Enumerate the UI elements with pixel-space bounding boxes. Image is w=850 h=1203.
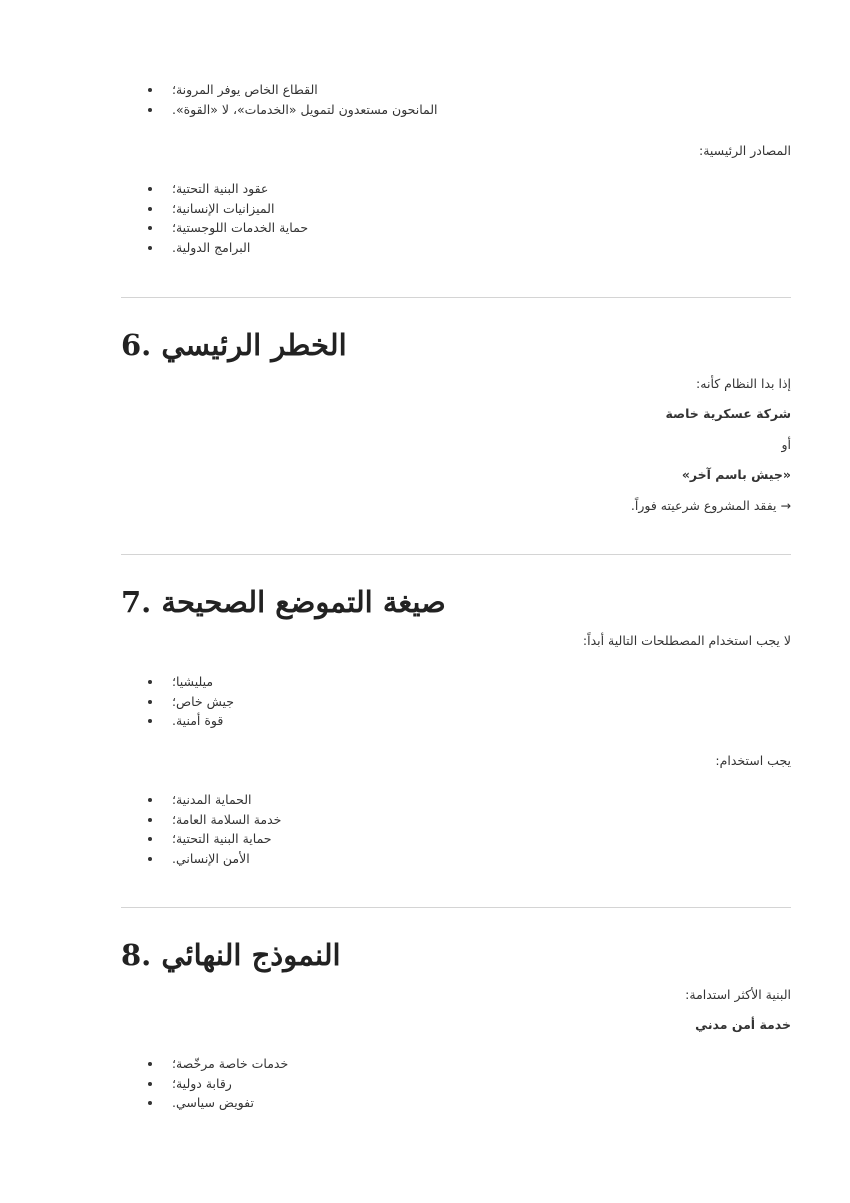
main-sources-label: المصادر الرئيسية: bbox=[699, 143, 791, 158]
list-item: ميليشيا؛ bbox=[146, 672, 646, 692]
list-item: عقود البنية التحتية؛ bbox=[146, 179, 646, 199]
section-8-model: خدمة أمن مدني bbox=[695, 1017, 791, 1032]
section-divider bbox=[121, 907, 791, 908]
list-item: خدمات خاصة مرخّصة؛ bbox=[146, 1054, 646, 1074]
section-6-result: → يفقد المشروع شرعيته فوراً. bbox=[630, 498, 791, 513]
section-divider bbox=[121, 297, 791, 298]
section-divider bbox=[121, 554, 791, 555]
section-title: الخطر الرئيسي bbox=[161, 328, 347, 362]
main-sources-list bbox=[146, 179, 646, 257]
section-number: 6. bbox=[121, 328, 152, 362]
list-item: تفويض سياسي. bbox=[146, 1093, 646, 1113]
section-6-option-2: «جيش باسم آخر» bbox=[681, 467, 791, 482]
list-item: الحماية المدنية؛ bbox=[146, 790, 646, 810]
section-title: صيغة التموضع الصحيحة bbox=[161, 585, 446, 619]
section-title: النموذج النهائي bbox=[161, 938, 341, 972]
section-8-heading bbox=[121, 935, 341, 975]
list-item: القطاع الخاص يوفر المرونة؛ bbox=[146, 80, 646, 100]
list-item: المانحون مستعدون لتمويل «الخدمات»، لا «القوة». bbox=[146, 100, 646, 120]
list-item: خدمة السلامة العامة؛ bbox=[146, 810, 646, 830]
list-item: رقابة دولية؛ bbox=[146, 1074, 646, 1094]
section-6-option-1: شركة عسكرية خاصة bbox=[665, 406, 791, 421]
use-terms-label: يجب استخدام: bbox=[715, 753, 791, 768]
section-number: 7. bbox=[121, 585, 152, 619]
model-components-list bbox=[146, 1054, 646, 1113]
list-item: الميزانيات الإنسانية؛ bbox=[146, 199, 646, 219]
section-6-heading bbox=[121, 325, 347, 365]
section-6-intro: إذا بدا النظام كأنه: bbox=[696, 376, 791, 391]
avoid-terms-label: لا يجب استخدام المصطلحات التالية أبداً: bbox=[582, 633, 791, 648]
section-8-intro: البنية الأكثر استدامة: bbox=[685, 987, 791, 1002]
use-terms-list bbox=[146, 790, 646, 868]
list-item: جيش خاص؛ bbox=[146, 692, 646, 712]
list-item: حماية البنية التحتية؛ bbox=[146, 829, 646, 849]
avoid-terms-list bbox=[146, 672, 646, 731]
section-number: 8. bbox=[121, 938, 152, 972]
section-7-heading bbox=[121, 582, 446, 622]
list-item: الأمن الإنساني. bbox=[146, 849, 646, 869]
list-item: البرامج الدولية. bbox=[146, 238, 646, 258]
list-item: قوة أمنية. bbox=[146, 711, 646, 731]
section-6-or: أو bbox=[781, 437, 791, 452]
list-item: حماية الخدمات اللوجستية؛ bbox=[146, 218, 646, 238]
benefits-list bbox=[146, 80, 646, 119]
